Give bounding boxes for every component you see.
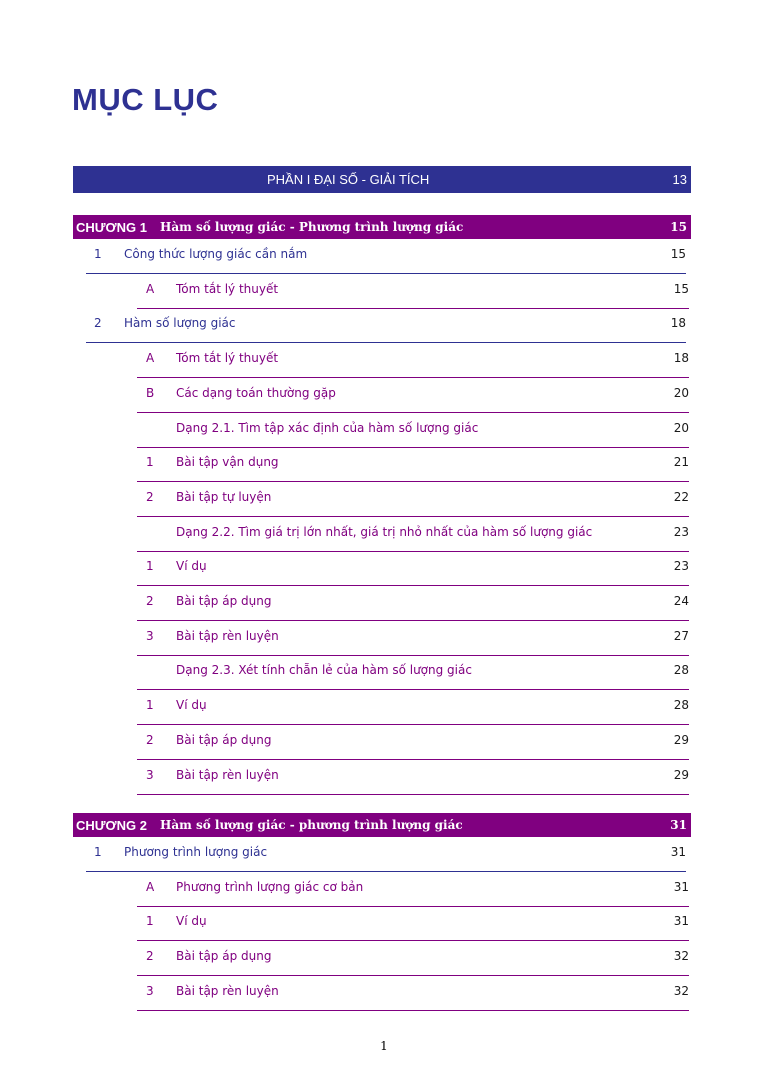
- entry-label: Bài tập tự luyện: [176, 489, 272, 504]
- entry-label: Bài tập rèn luyện: [176, 983, 279, 998]
- entry-label: Bài tập vận dụng: [176, 455, 279, 470]
- entry-label: Dạng 2.3. Xét tính chẵn lẻ của hàm số lượng giác: [176, 663, 472, 678]
- entry-page-number: 28: [673, 698, 689, 713]
- entry-label: Tóm tắt lý thuyết: [176, 351, 279, 366]
- entry-label: Ví dụ: [176, 559, 207, 574]
- entry-label: Phương trình lượng giác cơ bản: [176, 879, 364, 894]
- entry-number: 1: [146, 455, 154, 470]
- entry-page-number: 18: [673, 351, 689, 366]
- entry-page-number: 29: [673, 767, 689, 782]
- entry-label: Ví dụ: [176, 914, 207, 929]
- chapter-prefix: CHƯƠNG 2: [76, 818, 147, 833]
- entry-number: 1: [94, 845, 102, 859]
- part-label: PHẦN I ĐẠI SỐ - GIẢI TÍCH: [267, 172, 430, 187]
- chapter-heading[interactable]: [73, 215, 691, 239]
- toc-subsection-entry[interactable]: [137, 655, 689, 690]
- entry-number: 2: [146, 489, 154, 504]
- chapter-title: Hàm số lượng giác - phương trình lượng giác: [160, 818, 463, 832]
- part-page-number: 13: [672, 172, 687, 187]
- entry-label: Dạng 2.2. Tìm giá trị lớn nhất, giá trị nhỏ nhất của hàm số lượng giác: [176, 524, 593, 539]
- toc-subsection-entry[interactable]: [137, 551, 689, 586]
- entry-page-number: 32: [673, 949, 689, 964]
- entry-label: Ví dụ: [176, 698, 207, 713]
- entry-page-number: 24: [673, 594, 689, 608]
- entry-page-number: 21: [673, 455, 689, 470]
- entry-page-number: 23: [673, 524, 689, 539]
- chapter-prefix: CHƯƠNG 1: [76, 220, 147, 235]
- entry-page-number: 22: [673, 489, 689, 504]
- entry-number: 3: [146, 983, 154, 998]
- entry-number: 3: [146, 767, 154, 782]
- entry-label: Dạng 2.1. Tìm tập xác định của hàm số lượng giác: [176, 420, 479, 435]
- entry-page-number: 20: [673, 420, 689, 435]
- entry-label: Công thức lượng giác cần nắm: [124, 247, 308, 261]
- entry-number: 2: [146, 949, 154, 964]
- entry-number: B: [146, 385, 155, 400]
- chapter-title: Hàm số lượng giác - Phương trình lượng giác: [160, 220, 464, 234]
- entry-page-number: 18: [670, 316, 686, 331]
- toc-subsection-entry[interactable]: [137, 482, 689, 517]
- entry-page-number: 27: [673, 628, 689, 643]
- entry-number: 1: [146, 698, 154, 713]
- toc-subsection-entry[interactable]: [137, 517, 689, 552]
- toc-subsection-entry[interactable]: [137, 413, 689, 448]
- entry-number: 2: [146, 732, 154, 747]
- page-title: MỤC LỤC: [72, 82, 219, 117]
- entry-label: Bài tập rèn luyện: [176, 767, 279, 782]
- toc-subsection-entry[interactable]: [137, 274, 689, 309]
- toc-subsection-entry[interactable]: [137, 941, 689, 976]
- entry-number: 2: [146, 594, 154, 608]
- entry-label: Các dạng toán thường gặp: [176, 385, 336, 400]
- toc-subsection-entry[interactable]: [137, 906, 689, 941]
- entry-page-number: 29: [673, 732, 689, 747]
- entry-number: 3: [146, 628, 154, 643]
- entry-number: A: [146, 879, 155, 894]
- entry-page-number: 20: [673, 385, 689, 400]
- entry-page-number: 28: [673, 663, 689, 678]
- chapter-page-number: 15: [670, 220, 687, 234]
- entry-label: Bài tập áp dụng: [176, 732, 272, 747]
- entry-label: Bài tập áp dụng: [176, 594, 272, 608]
- toc-subsection-entry[interactable]: [137, 872, 689, 907]
- entry-page-number: 31: [670, 845, 686, 859]
- toc-subsection-entry[interactable]: [137, 725, 689, 760]
- entry-label: Bài tập rèn luyện: [176, 628, 279, 643]
- toc-section-entry[interactable]: [86, 837, 686, 872]
- entry-label: Bài tập áp dụng: [176, 949, 272, 964]
- entry-label: Hàm số lượng giác: [124, 316, 236, 331]
- entry-page-number: 23: [673, 559, 689, 574]
- entry-page-number: 15: [670, 247, 686, 261]
- entry-number: A: [146, 351, 155, 366]
- toc-subsection-entry[interactable]: [137, 378, 689, 413]
- entry-number: 1: [146, 914, 154, 929]
- toc-subsection-entry[interactable]: [137, 690, 689, 725]
- toc-section-entry[interactable]: [86, 308, 686, 343]
- chapter-page-number: 31: [670, 818, 687, 832]
- entry-number: 1: [94, 247, 102, 261]
- entry-number: A: [146, 281, 155, 296]
- entry-page-number: 31: [673, 879, 689, 894]
- entry-number: 1: [146, 559, 154, 574]
- entry-label: Tóm tắt lý thuyết: [176, 281, 279, 296]
- toc-subsection-entry[interactable]: [137, 976, 689, 1011]
- entry-number: 2: [94, 316, 102, 331]
- entry-label: Phương trình lượng giác: [124, 845, 268, 859]
- page-number: 1: [380, 1039, 388, 1053]
- part-heading[interactable]: [73, 166, 691, 193]
- toc-subsection-entry[interactable]: [137, 343, 689, 378]
- entry-page-number: 32: [673, 983, 689, 998]
- entry-page-number: 15: [673, 281, 689, 296]
- toc-subsection-entry[interactable]: [137, 760, 689, 795]
- toc-subsection-entry[interactable]: [137, 621, 689, 656]
- toc-subsection-entry[interactable]: [137, 586, 689, 621]
- toc-subsection-entry[interactable]: [137, 447, 689, 482]
- chapter-heading[interactable]: [73, 813, 691, 837]
- toc-section-entry[interactable]: [86, 239, 686, 274]
- entry-page-number: 31: [673, 914, 689, 929]
